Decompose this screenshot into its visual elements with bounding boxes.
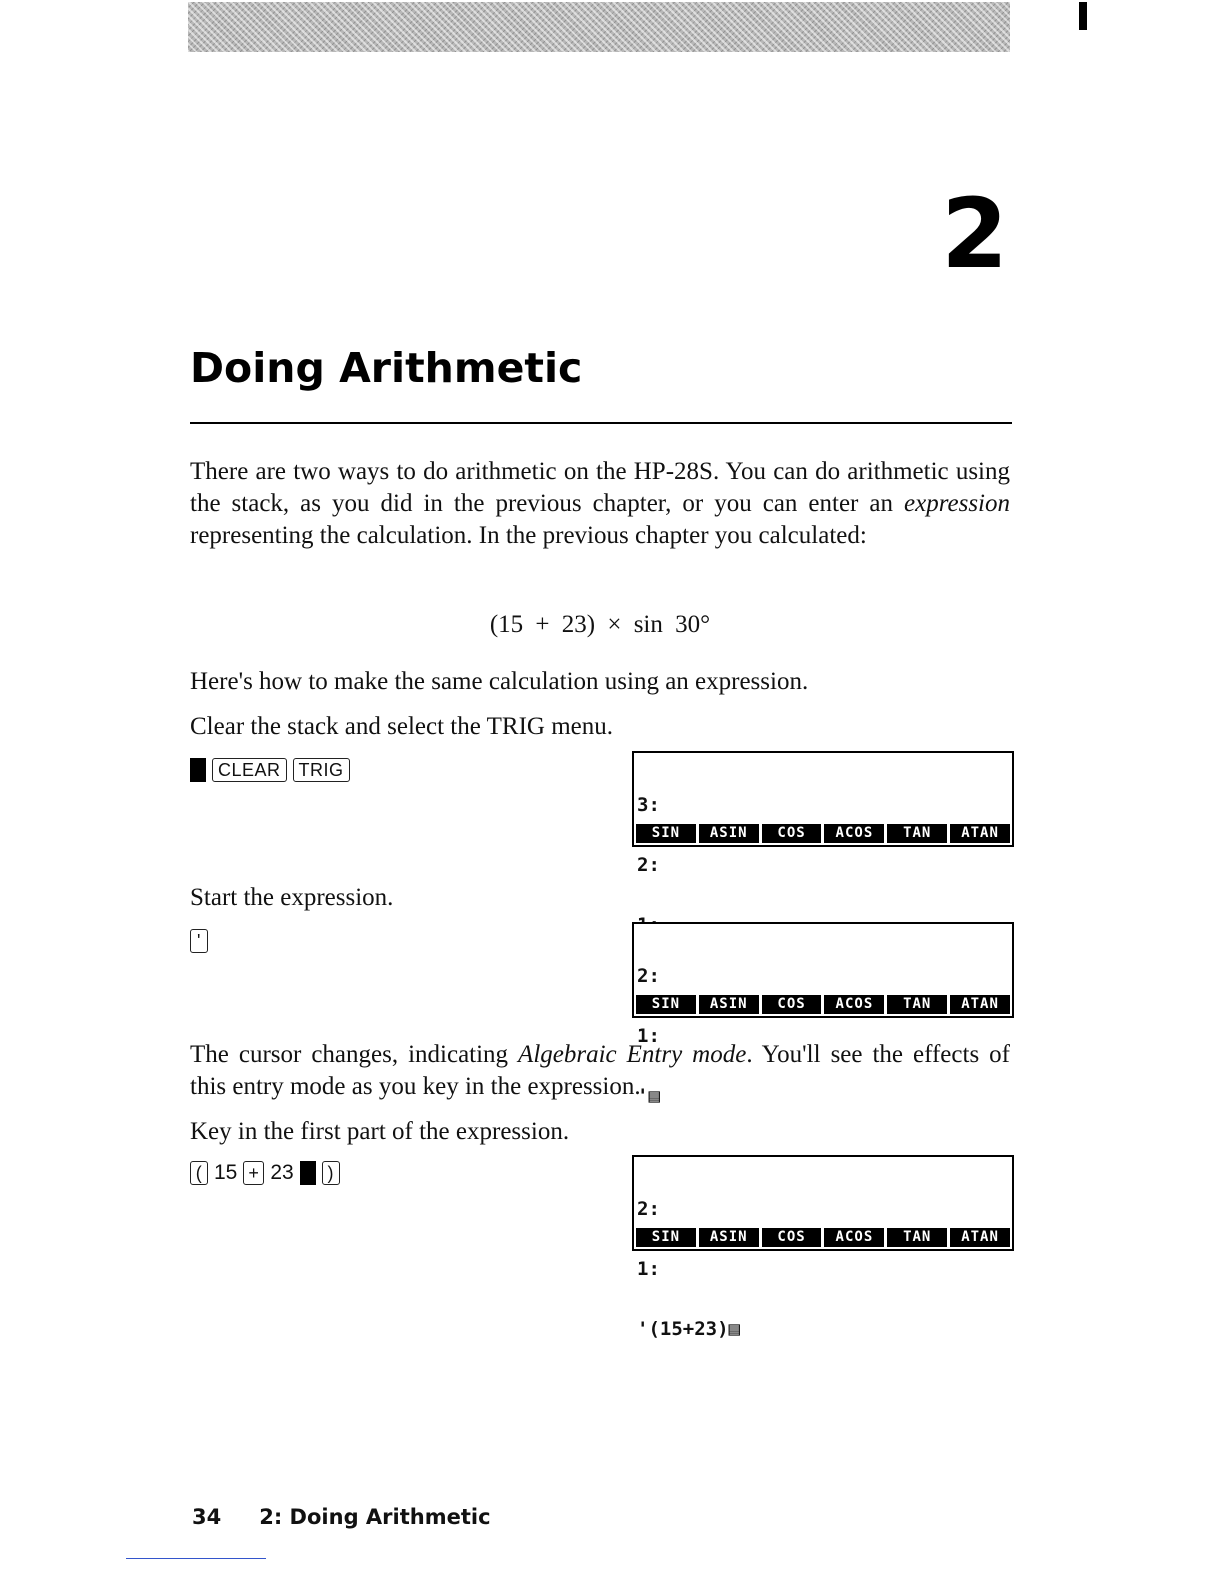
softkey-acos: ACOS [824,1228,884,1247]
softkey-sin: SIN [636,824,696,843]
softkey-tan: TAN [887,824,947,843]
softkey-atan: ATAN [950,995,1010,1014]
display-stack [637,926,683,1146]
page-footer [192,1505,491,1529]
quote-key: ' [190,929,208,953]
cursor-text-1: The cursor changes, indicating [190,1041,519,1068]
softkey-sin: SIN [636,1228,696,1247]
keystrokes-quote [190,929,208,953]
softkey-atan: ATAN [950,824,1010,843]
display-line: 2: [637,1198,660,1220]
right-paren-key: ) [322,1161,340,1185]
title-rule [190,422,1012,424]
display-line: '(15+23)▤ [637,1318,740,1340]
edge-mark [1079,2,1087,30]
softkey-atan: ATAN [950,1228,1010,1247]
left-paren-key: ( [190,1161,208,1185]
softkey-sin: SIN [636,995,696,1014]
cursor-emphasis: Algebraic Entry mode [518,1041,747,1068]
plus-key: + [243,1161,264,1185]
intro-text-1: There are two ways to do arithmetic on the HP-28S. You can do arithmetic using the stack, as you did in the previous chapter, or you can enter an [190,458,1010,517]
softkey-tan: TAN [887,995,947,1014]
trig-key: TRIG [293,758,350,782]
cursor-paragraph [190,1039,1010,1103]
display-line: 2: [637,965,660,987]
intro-text-2: representing the calculation. In the previous chapter you calculated: [190,522,867,549]
calculator-display-1 [632,751,1014,876]
clear-stack-line: Clear the stack and select the TRIG menu. [190,713,614,740]
display-line: '▤ [637,1085,660,1107]
shift-key [300,1161,316,1185]
softkey-tan: TAN [887,1228,947,1247]
shift-key [190,758,206,782]
formula: (15 + 23) × sin 30° [489,611,711,638]
softkey-menu [636,1228,1010,1247]
softkey-menu [636,995,1010,1014]
digits-15: 15 [214,1161,238,1184]
header-band [188,2,1010,52]
chapter-number: 2 [941,178,1008,290]
cursor-text-2: . You'll see the effects of this entry mode as you key in the expression. [190,1041,1010,1100]
key-in-line: Key in the first part of the expression. [190,1118,570,1145]
softkey-cos: COS [762,824,822,843]
footer-chapter: 2: Doing Arithmetic [259,1505,491,1529]
softkey-asin: ASIN [699,824,759,843]
page-number: 34 [192,1505,222,1529]
digits-23: 23 [270,1161,294,1184]
softkey-acos: ACOS [824,824,884,843]
softkey-menu [636,824,1010,843]
display-stack [637,1159,740,1379]
display-line: 1: [637,1025,660,1047]
keystrokes-expression [190,1161,340,1185]
keystrokes-clear-trig [190,758,350,782]
display-line: 2: [637,854,660,876]
display-line: 1: [637,1258,660,1280]
softkey-asin: ASIN [699,995,759,1014]
howto-line: Here's how to make the same calculation using an expression. [190,668,809,695]
clear-key: CLEAR [212,758,287,782]
softkey-cos: COS [762,1228,822,1247]
intro-paragraph [190,456,1010,552]
chapter-title: Doing Arithmetic [190,344,583,392]
calculator-display-3 [632,1155,1014,1340]
softkey-acos: ACOS [824,995,884,1014]
softkey-asin: ASIN [699,1228,759,1247]
start-expression-line: Start the expression. [190,884,394,911]
intro-emphasis: expression [904,490,1010,517]
display-line: 3: [637,794,660,816]
bottom-rule [126,1558,266,1559]
softkey-cos: COS [762,995,822,1014]
